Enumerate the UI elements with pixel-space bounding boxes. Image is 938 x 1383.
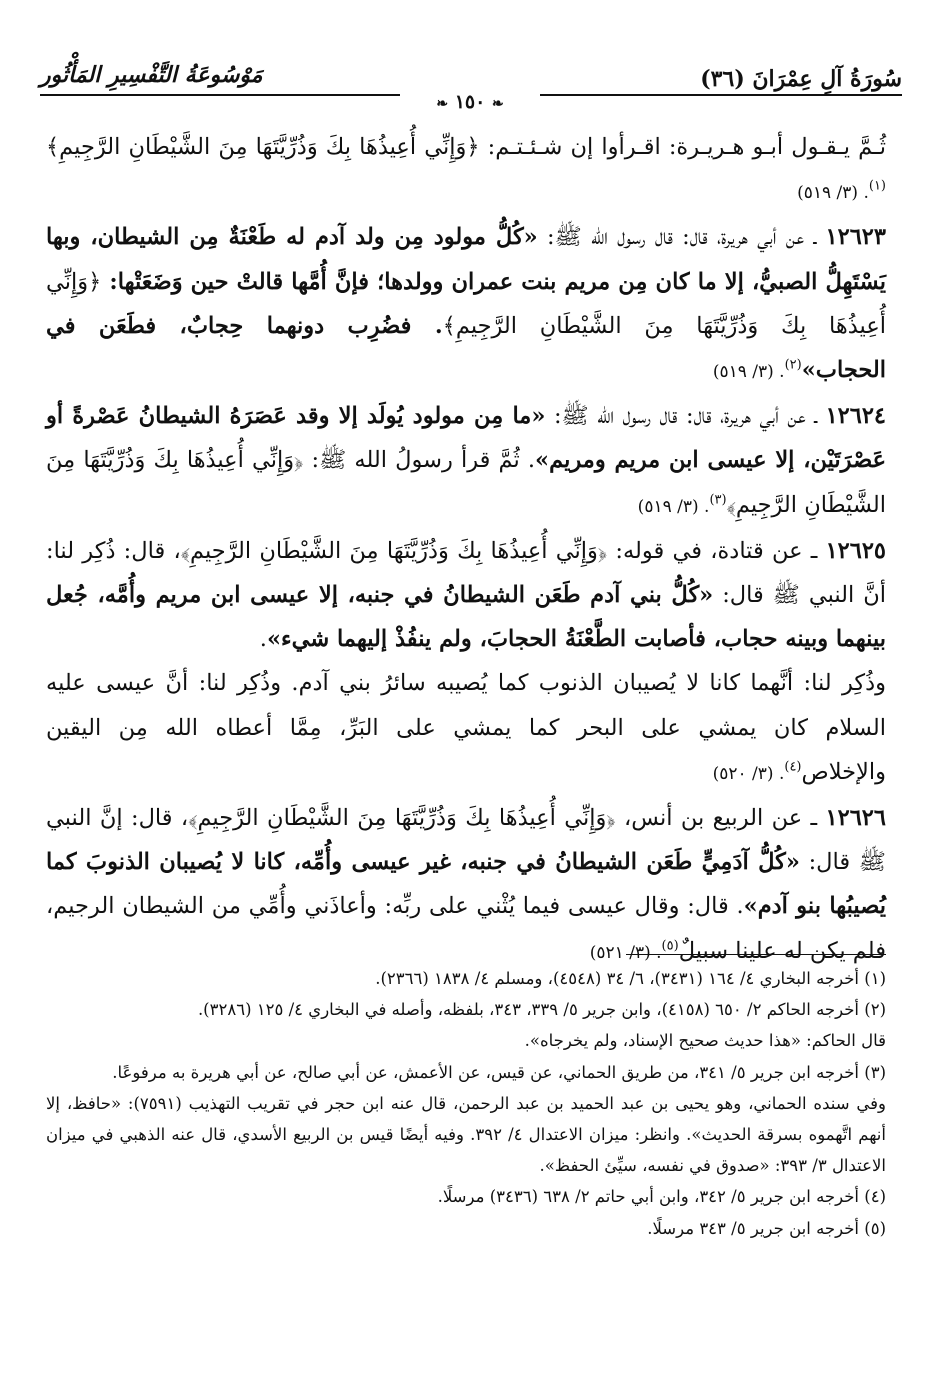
hadith-text: «ما مِن مولود يُولَد إلا وقد عَصَرَهُ الشيطانُ عَصْرةً أو عَصْرَتَيْن، إلا عيسى ابن مريم ومريم» bbox=[46, 403, 887, 474]
entry-intro: ـ عن أبي هريرة، قال: قال رسول الله ﷺ: bbox=[537, 224, 826, 251]
quran-verse: ﴿وَإِنِّي أُعِيذُهَا بِكَ وَذُرِّيَّتَهَا مِنَ الشَّيْطَانِ الرَّجِيمِ﴾ bbox=[180, 537, 608, 564]
main-text bbox=[46, 125, 886, 975]
entry-12624 bbox=[46, 394, 886, 529]
quran-verse: ﴿وَإِنِّي أُعِيذُهَا بِكَ وَذُرِّيَّتَهَا مِنَ الشَّيْطَانِ الرَّجِيمِ﴾ bbox=[188, 805, 616, 832]
quran-verse: ﴿وَإِنِّي أُعِيذُهَا بِكَ وَذُرِّيَّتَهَا مِنَ الشَّيْطَانِ الرَّجِيمِ﴾ bbox=[46, 268, 886, 339]
quran-verse: ﴿وَإِنِّي أُعِيذُهَا بِكَ وَذُرِّيَّتَهَا مِنَ الشَّيْطَانِ الرَّجِيمِ﴾ bbox=[46, 447, 886, 518]
entry-12625 bbox=[46, 529, 886, 662]
entry-text: ، قال: ذُكِر لنا: أنَّ النبي ﷺ قال: bbox=[46, 537, 886, 609]
book-title: مَوْسُوعَةُ التَّفْسِيرِ المَأْثُور bbox=[40, 62, 263, 88]
volume-page-ref: . (٣/ ٥٢٠) bbox=[712, 763, 785, 784]
entry-12625-continuation bbox=[46, 661, 886, 796]
hadith-text: «كُلُّ مولود مِن ولد آدم له طَعْنَةٌ مِن الشيطان، وبها يَسْتَهِلُّ الصبيُّ، إلا ما كان مِن مريم بنت عمران وولدها؛ فإنَّ أُمَّها قالتْ حين وَضَعَتْها: bbox=[46, 224, 886, 295]
entry-intro: ـ عن قتادة، في قوله: bbox=[607, 537, 826, 564]
footnote: قال الحاكم: «هذا حديث صحيح الإسناد، ولم يخرجاه». bbox=[524, 1031, 886, 1051]
volume-page-ref: . (٣/ ٥١٩) bbox=[712, 362, 785, 383]
footnote: (٥) أخرجه ابن جرير ٥/ ٣٤٣ مرسلًا. bbox=[647, 1218, 886, 1238]
footnote-rule bbox=[626, 954, 886, 955]
footnote-marker: (٥) bbox=[661, 938, 679, 954]
footnote: (٤) أخرجه ابن جرير ٥/ ٣٤٢، وابن أبي حاتم ٢/ ٦٣٨ (٣٤٣٦) مرسلًا. bbox=[437, 1187, 886, 1207]
hadith-text: «كُلُّ آدَمِيٍّ طَعَن الشيطانُ في جنبه، غير عيسى وأُمِّه، كانا لا يُصيبان الذنوبَ كما يُصيبُها بنو آدم» bbox=[46, 849, 886, 920]
surah-title: سُورَةُ آلِ عِمْرَانَ (٣٦) bbox=[700, 66, 902, 92]
quran-verse: ﴿وَإِنِّي أُعِيذُهَا بِكَ وَذُرِّيَّتَهَا مِنَ الشَّيْطَانِ الرَّجِيمِ﴾ bbox=[46, 134, 480, 160]
entry-12623 bbox=[46, 215, 886, 394]
footnote-marker: (٣) bbox=[709, 492, 727, 508]
entry-text: ، قال: إنَّ النبي ﷺ قال: bbox=[46, 805, 886, 876]
footnote-marker: (٢) bbox=[784, 357, 802, 373]
entry-number: ١٢٦٢٦ bbox=[825, 805, 886, 832]
entry-text: . ثُمَّ قرأ رسولُ الله ﷺ: bbox=[303, 447, 536, 474]
entry-12626 bbox=[46, 796, 886, 975]
page-number: ١٥٠ bbox=[454, 91, 486, 113]
entry-text: . قال: وقال عيسى فيما يُثْني على ربِّه: وأعاذَني وأُمِّي من الشيطان الرجيم، فلم يكن له علينا سبيلٌ bbox=[46, 893, 886, 964]
volume-page-ref: . (٣/ ٥٢١) bbox=[589, 942, 662, 963]
entry-intro: ـ عن أبي هريرة، قال: قال رسول الله ﷺ: bbox=[545, 403, 826, 430]
entry-text: . bbox=[259, 626, 267, 653]
footnote-marker: (٤) bbox=[784, 759, 802, 775]
volume-page-ref: . (٣/ ٥١٩) bbox=[797, 183, 869, 204]
entry-number: ١٢٦٢٥ bbox=[825, 537, 886, 564]
footnote: (١) أخرجه البخاري ٤/ ١٦٤ (٣٤٣١)، ٦/ ٣٤ (٤٥٤٨)، ومسلم ٤/ ١٨٣٨ (٢٣٦٦). bbox=[375, 969, 886, 988]
intro-paragraph bbox=[46, 125, 886, 215]
footnote: (٣) أخرجه ابن جرير ٥/ ٣٤١، من طريق الحماني، عن قيس، عن الأعمش، عن أبي صالح، عن أبي هريرة به مرفوعًا. bbox=[112, 1062, 886, 1082]
entry-text: وذُكِر لنا: أنَّهما كانا لا يُصيبان الذنوب كما يُصيبه سائرُ بني آدم. وذُكِر لنا: أنَّ عيسى عليه السلام كان يمشي على البحر كما يمشي على البَرِّ، مِمَّا أعطاه الله مِن اليقين والإخلاص bbox=[46, 670, 886, 785]
ornament-icon: ❧ bbox=[491, 96, 504, 112]
entry-number: ١٢٦٢٤ bbox=[825, 403, 886, 430]
footnote-marker: (١) bbox=[868, 178, 886, 194]
entry-intro: ـ عن الربيع بن أنس، bbox=[615, 805, 826, 832]
footnotes bbox=[46, 963, 886, 1244]
volume-page-ref: . (٣/ ٥١٩) bbox=[637, 496, 710, 517]
ornament-icon: ❧ bbox=[436, 96, 449, 112]
hadith-text: . فضُرِب دونهما حِجابٌ، فطَعَن في الحجاب» bbox=[46, 312, 886, 384]
footnote: (٢) أخرجه الحاكم ٢/ ٦٥٠ (٤١٥٨)، وابن جرير ٥/ ٣٣٩، ٣٤٣، بلفظه، وأصله في البخاري ٤/ ١٢٥ (٣٢٨٦). bbox=[197, 1000, 886, 1020]
intro-text: ثُـمَّ يـقـول أبـو هـريـرة: اقـرأوا إن شـئـتـم: bbox=[479, 134, 887, 160]
entry-number: ١٢٦٢٣ bbox=[825, 224, 886, 251]
page-number-box bbox=[400, 90, 540, 114]
footnote: وفي سنده الحماني، وهو يحيى بن عبد الحميد بن عبد الرحمن، قال عنه ابن حجر في تقريب التهذيب (٧٥٩١): «حافظ، إلا أنهم اتَّهموه بسرقة الحديث». وانظر: ميزان الاعتدال ٤/ ٣٩٢. وفيه أيضًا قيس بن الربيع الأسدي، قال عنه الذهبي في ميزان الاعتدال ٣/ ٣٩٣: «صدوق في نفسه، سيِّئ الحفظ». bbox=[46, 1093, 886, 1176]
hadith-text: «كُلُّ بني آدم طَعَن الشيطانُ في جنبه، إلا عيسى ابن مريم وأُمَّه، جُعل بينهما وبينه حجاب، فأصابت الطَّعْنَةُ الحجابَ، ولم ينفُذْ إليهما شيء» bbox=[46, 582, 886, 653]
